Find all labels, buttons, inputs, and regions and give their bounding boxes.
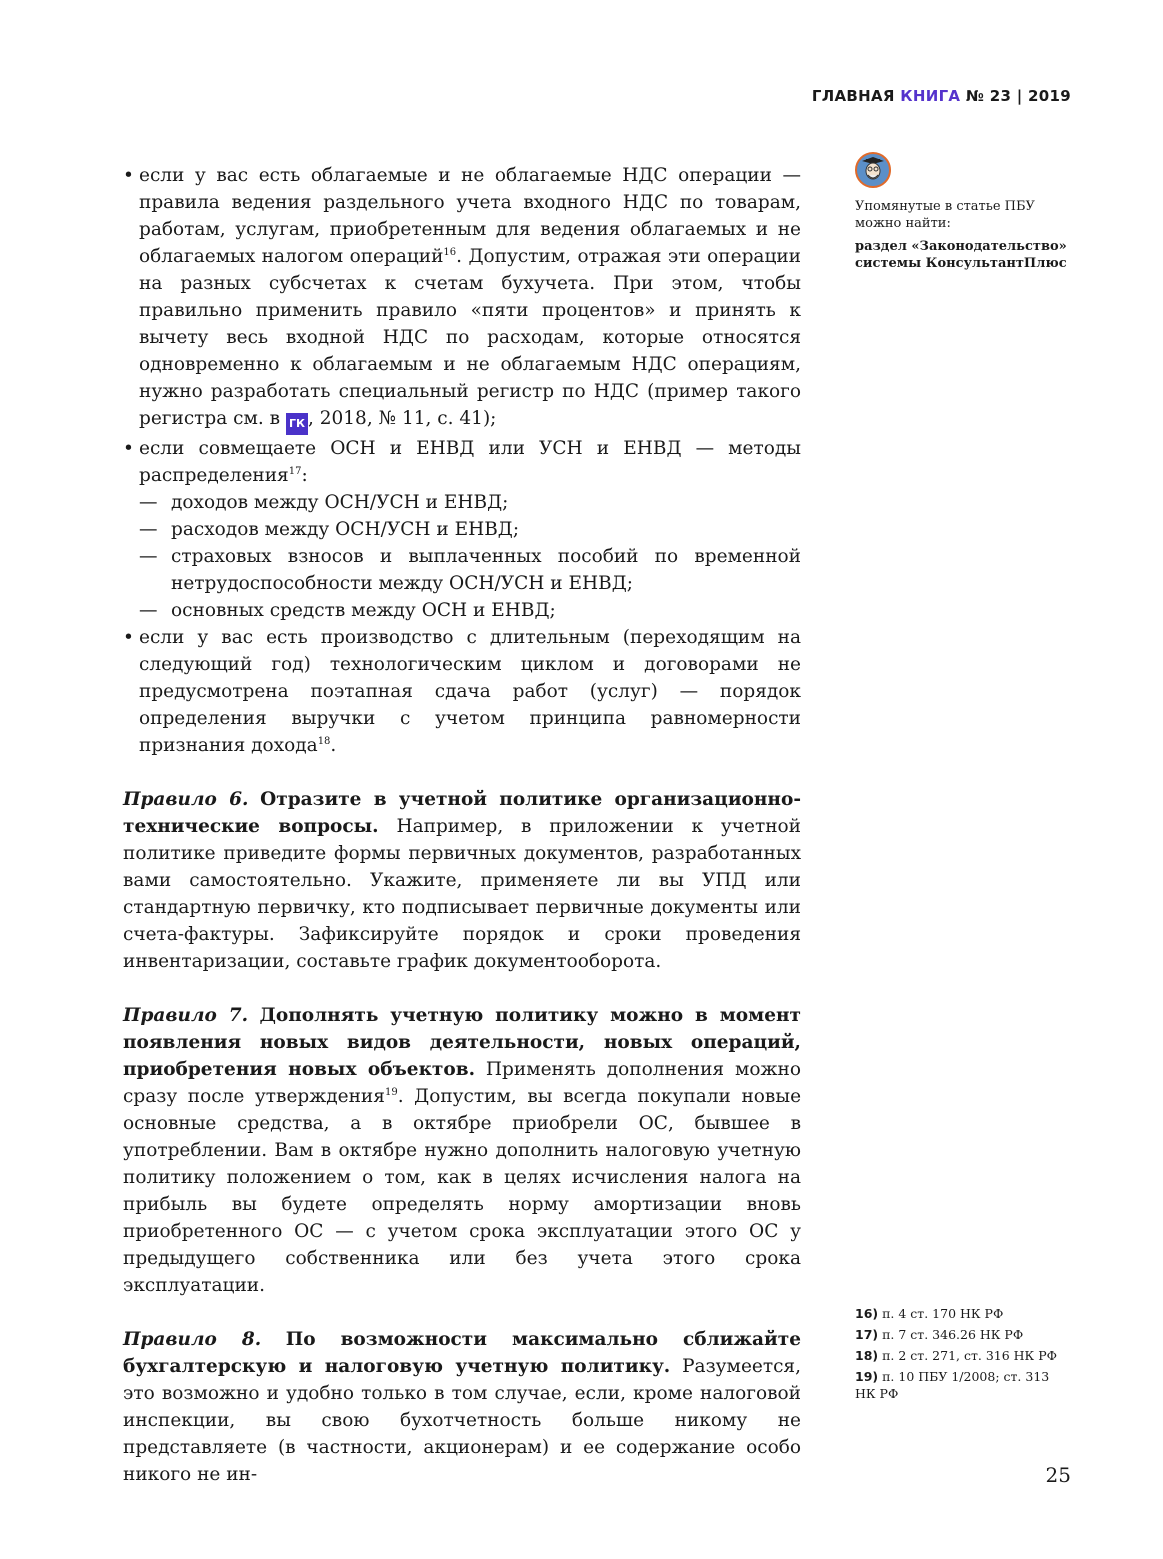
footnotes: [855, 1305, 1065, 1406]
list-item: • если у вас есть облагаемые и не облагаемые НДС операции — правила ведения раздельного учета входного НДС по товарам, работам, услугам, приобретенным для ведения облагаемых и не облагаемых налогом операций$^{16}$. Допустим, отражая эти операции на разных субсчетах к счетам бухучета. При этом, чтобы правильно применить правило «пяти процентов» и принять к вычету весь входной НДС по расходам, которые относятся одновременно к облагаемым и не облагаемым НДС операциям, нужно разработать специальный регистр по НДС (пример такого регистра см. в ГК , 2018, № 11, с. 41);: [123, 162, 801, 435]
running-header: [812, 87, 1071, 105]
sub-list-item: — страховых взносов и выплаченных пособий по временной нетрудоспособности между ОСН/УСН и ЕНВД;: [123, 543, 801, 597]
sub-list-item: — доходов между ОСН/УСН и ЕНВД;: [123, 489, 801, 516]
rule-8-paragraph: Правило 8. По возможности максимально сближайте бухгалтерскую и налоговую учетную политику. Разумеется, это возможно и удобно только в том случае, если, кроме налоговой инспекции, вы свою бухотчетность больше никому не представляете (в частности, акционерам) и ее содержание особо никого не ин-: [123, 1329, 801, 1485]
page-number: 25: [1045, 1463, 1071, 1487]
footnote-ref-18[interactable]: 18: [317, 735, 331, 747]
sub-list-item: — расходов между ОСН/УСН и ЕНВД;: [123, 516, 801, 543]
footnote-item: 18) п. 2 ст. 271, ст. 316 НК РФ: [855, 1348, 1057, 1363]
rule-label: Правило 7.: [123, 1005, 249, 1026]
brand-glavnaya: ГЛАВНАЯ: [811, 87, 895, 105]
requirements-list: [123, 162, 801, 759]
rule-heading: По возможности максимально сближайте бухгалтерскую и налоговую учетную политику.: [123, 1329, 801, 1377]
rule-7-paragraph: Правило 7. Дополнять учетную политику можно в момент появления новых видов деятельности, новых операций, приобретения новых объектов. Применять дополнения можно сразу после утверждения$^{19}$. Допустим, вы всегда покупали новые основные средства, а в октябре приобрели ОС, бывшее в употреблении. Вам в октябре нужно дополнить налоговую учетную политику положением о том, как в целях исчисления налога на прибыль вы будете определять норму амортизации вновь приобретенного ОС — с учетом срока эксплуатации этого ОС у предыдущего собственника или без учета этого срока эксплуатации.: [123, 1005, 802, 1296]
sub-list-item: — основных средств между ОСН и ЕНВД;: [123, 597, 801, 624]
footnote-ref-19[interactable]: 19: [384, 1086, 398, 1098]
footnote-ref-16[interactable]: 16: [443, 246, 457, 258]
rule-heading: Дополнять учетную политику можно в момент появления новых видов деятельности, новых операций, приобретения новых объектов.: [123, 1005, 801, 1080]
rule-6-paragraph: Правило 6. Отразите в учетной политике организационно-технические вопросы. Например, в приложении к учетной политике приведите формы первичных документов, разработанных вами самостоятельно. Укажите, применяете ли вы УПД или стандартную первичку, кто подписывает первичные документы или счета-фактуры. Зафиксируйте порядок и сроки проведения инвентаризации, составьте график документооборота.: [123, 789, 801, 972]
main-column: [123, 162, 801, 1488]
brand-kniga: КНИГА: [900, 87, 961, 105]
professor-face-icon: [860, 157, 886, 183]
rule-label: Правило 6.: [123, 789, 249, 810]
footnote-item: 16) п. 4 ст. 170 НК РФ: [855, 1306, 1004, 1321]
footnote-item: 19) п. 10 ПБУ 1/2008; ст. 313 НК РФ: [855, 1369, 1050, 1401]
footnote-item: 17) п. 7 ст. 346.26 НК РФ: [855, 1327, 1024, 1342]
glavkniga-logo-icon[interactable]: ГК: [286, 413, 308, 435]
rule-heading: Отразите в учетной политике организационно-технические вопросы.: [123, 789, 801, 837]
issue-number: № 23 | 2019: [965, 87, 1071, 105]
sidebar-intro: Упомянутые в статье ПБУ можно найти:: [855, 199, 1035, 231]
sidebar-reference[interactable]: раздел «Законодательство» системы КонсультантПлюс: [855, 239, 1067, 271]
list-item: • если у вас есть производство с длительным (переходящим на следующий год) технологическим циклом и договорами не предусмотрена поэтапная сдача работ (услуг) — порядок определения выручки с учетом принципа равномерности признания дохода$^{18}$.: [123, 624, 801, 759]
footnote-ref-17[interactable]: 17: [288, 465, 302, 477]
rule-label: Правило 8.: [123, 1329, 262, 1350]
list-item: • если совмещаете ОСН и ЕНВД или УСН и ЕНВД — методы распределения$^{17}$:: [123, 435, 801, 489]
expert-avatar-icon: [855, 152, 891, 188]
sidebar-note: [855, 152, 1075, 272]
